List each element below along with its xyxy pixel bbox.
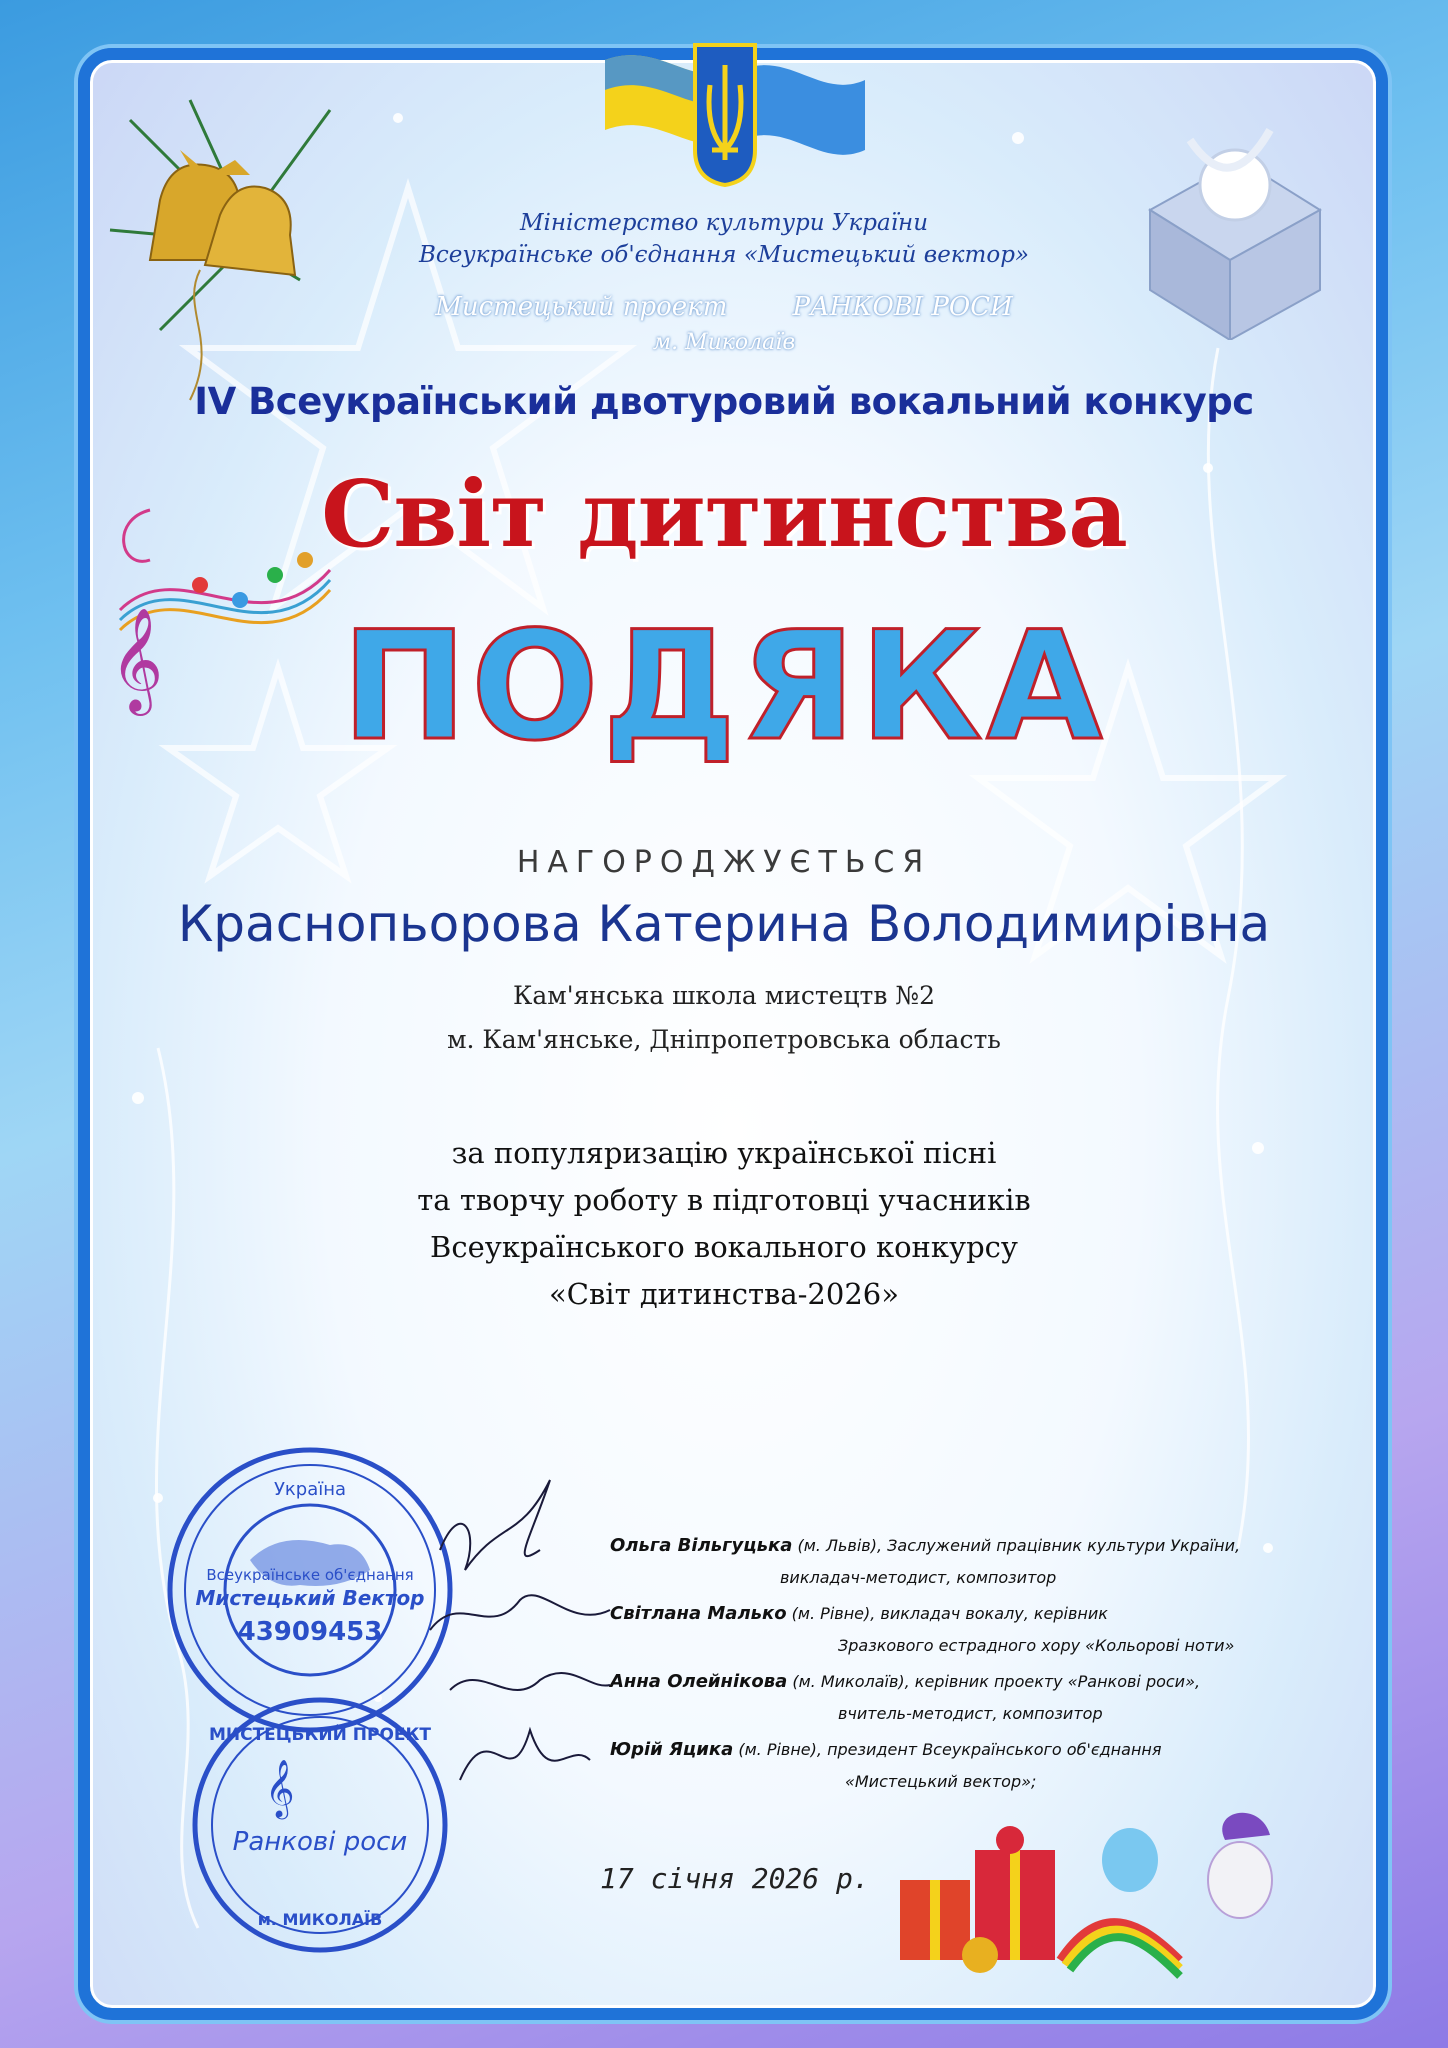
association-title: Всеукраїнське об'єднання «Мистецький вектор» (418, 242, 1029, 268)
gifts-and-ponies-decoration (880, 1790, 1300, 1980)
certificate-type-title: ПОДЯКА (341, 600, 1107, 774)
reason-line: «Світ дитинства-2026» (549, 1277, 899, 1311)
svg-text:𝄞: 𝄞 (110, 607, 164, 712)
reason-line: Всеукраїнського вокального конкурсу (430, 1230, 1018, 1264)
signatory-name: Світлана Малько (610, 1603, 787, 1624)
project-name: РАНКОВІ РОСИ (792, 292, 1013, 322)
signatory-line (610, 1535, 1240, 1556)
project-stamp (185, 1690, 455, 1960)
stamp1-org: Всеукраїнське об'єднання (206, 1566, 414, 1584)
recipient-school: Кам'янська школа мистецтв №2 (513, 981, 935, 1010)
contest-subtitle: IV Всеукраїнський двотуровий вокальний конкурс (194, 380, 1254, 423)
awarded-label: НАГОРОДЖУЄТЬСЯ (516, 845, 932, 880)
stamp2-top: МИСТЕЦЬКИЙ ПРОЕКТ (208, 1725, 432, 1745)
stamp2-city: м. МИКОЛАЇВ (257, 1910, 383, 1929)
recipient-location: м. Кам'янське, Дніпропетровська область (447, 1025, 1001, 1054)
project-label: Мистецький проект (435, 292, 728, 322)
signatures-scribbles (420, 1460, 620, 1810)
certificate-date: 17 січня 2026 р. (600, 1862, 870, 1895)
project-line (0, 292, 1448, 322)
signatory-name: Анна Олейнікова (610, 1671, 788, 1692)
signatory-detail: (м. Рівне), викладач вокалу, керівник (786, 1604, 1108, 1623)
ukraine-flag-emblem (600, 30, 870, 190)
stamp2-name: Ранкові роси (232, 1827, 408, 1857)
signatory-line (610, 1739, 1162, 1760)
signatory-detail-2: викладач-методист, композитор (780, 1568, 1057, 1587)
project-city: м. Миколаїв (652, 330, 796, 355)
signatory-detail-2: «Мистецький вектор»; (845, 1772, 1037, 1791)
signatory-detail-2: вчитель-методист, композитор (838, 1704, 1103, 1723)
contest-title: Світ дитинства (321, 460, 1127, 568)
svg-text:𝄞: 𝄞 (265, 1759, 295, 1817)
reason-line: та творчу роботу в підготовці учасників (417, 1183, 1031, 1217)
ministry-title: Міністерство культури України (519, 210, 929, 236)
signatory-name: Ольга Вільгуцька (610, 1535, 793, 1556)
signatory-name: Юрій Яцика (610, 1739, 734, 1760)
recipient-name: Краснопьорова Катерина Володимирівна (177, 895, 1271, 953)
signatory-detail: (м. Миколаїв), керівник проекту «Ранкові роси», (787, 1672, 1201, 1691)
stamp1-name: Мистецький Вектор (195, 1586, 425, 1610)
stamp1-top: Україна (273, 1479, 347, 1500)
signatory-detail: (м. Рівне), президент Всеукраїнського об'єднання (733, 1740, 1162, 1759)
stamp1-code: 43909453 (237, 1617, 383, 1647)
signatory-line (610, 1671, 1200, 1692)
signatory-detail-2: Зразкового естрадного хору «Кольорові ноти» (838, 1636, 1235, 1655)
reason-line: за популяризацію української пісні (451, 1136, 997, 1170)
signatory-detail: (м. Львів), Заслужений працівник культури України, (792, 1536, 1241, 1555)
signatory-line (610, 1603, 1108, 1624)
